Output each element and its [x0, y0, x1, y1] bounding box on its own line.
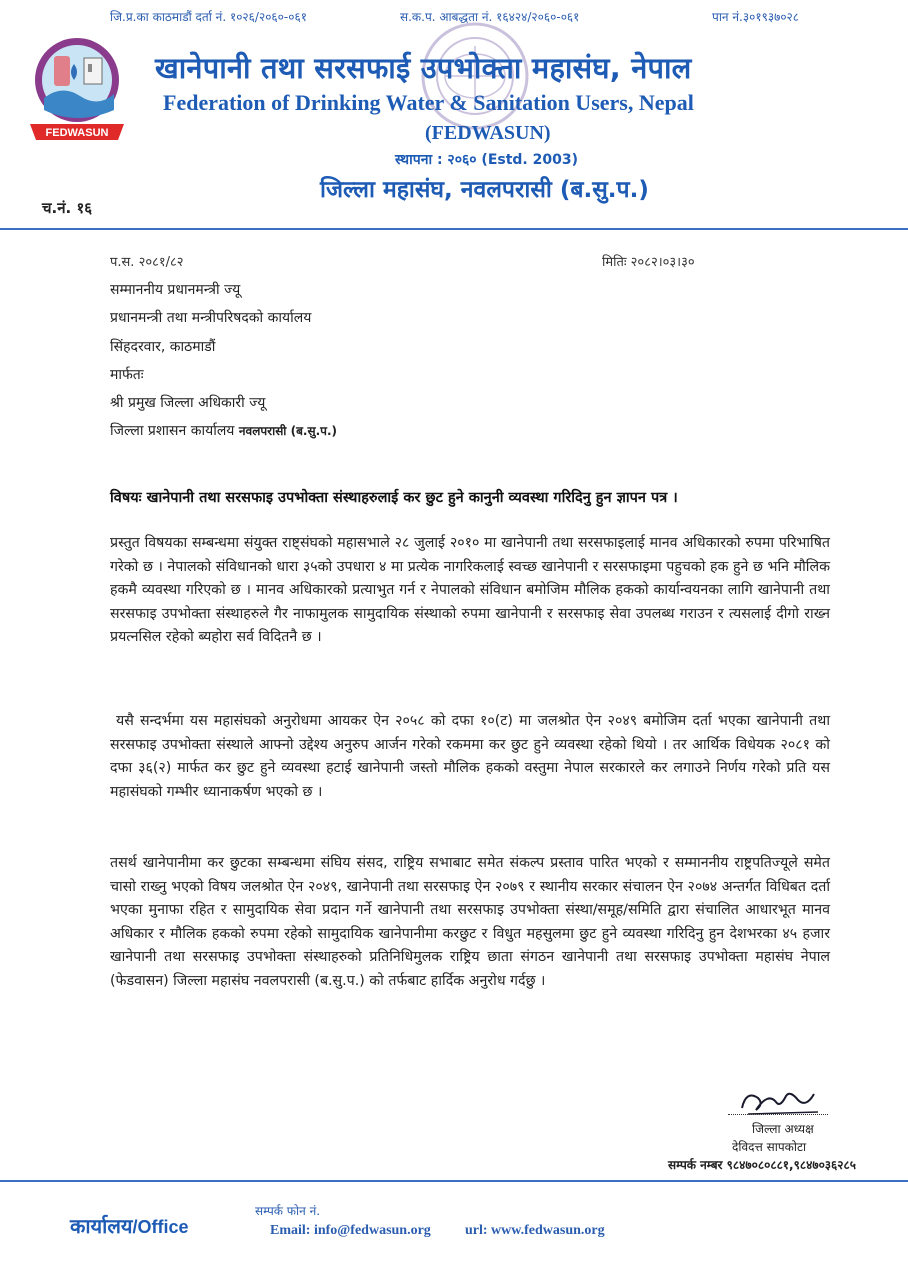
body-paragraph-3: तसर्थ खानेपानीमा कर छुटका सम्बन्धमा संघिय संसद, राष्ट्रिय सभाबाट समेत संकल्प प्रस्ताव पारित भएको र सम्माननीय राष्ट्रपतिज्यूले समेत चासो राख्नु भएको विषय जलश्रोत ऐन २०४९, खानेपानी तथा सरसफाइ ऐन २०७९ र स्थानीय सरकार संचालन ऐन २०७४ अन्तर्गत विधिबत दर्ता भएका मुनाफा रहित र सामुदायिक सेवा प्रदान गर्ने खानेपानी तथा सरसफाइ उपभोक्ता संस्था/समूह/समिति द्वारा संचालित आधारभूत मानव अधिकार र मौलिक हकको रुपमा रहेको सामुदायिक खानेपानीमा करछुट र विधुत महसुलमा छुट हुने व्यवस्था गरिदिनु हुन देशभरका ४५ हजार खानेपानी तथा सरसफाइ उपभोक्ता संस्थाहरुको प्रतिनिधिमुलक राष्ट्रिय छाता संगठन खानेपानी तथा सरसफाइ उपभोक्ता महासंघ नेपाल (फेडवासन) जिल्ला महासंघ नवलपरासी (ब.सु.प.) को तर्फबाट हार्दिक अनुरोध गर्दछु ।	[110, 855, 830, 989]
established-date: स्थापना : २०६० (Estd. 2003)	[395, 152, 578, 168]
fedwasun-logo	[22, 34, 132, 142]
office-name: जिल्ला प्रशासन कार्यालय	[110, 423, 235, 439]
signatory-title: जिल्ला अध्यक्ष	[752, 1122, 814, 1136]
address-line: प्रधानमन्त्री तथा मन्त्रीपरिषदको कार्यालय	[110, 310, 312, 326]
address-line: सिंहदरवार, काठमाडौं	[110, 339, 216, 355]
office-label-np: कार्यालय	[70, 1214, 133, 1238]
district-name: जिल्ला महासंघ, नवलपरासी (ब.सु.प.)	[320, 177, 649, 203]
address-line: मार्फतः	[110, 367, 144, 383]
letter-date: मितिः २०८२।०३।३०	[602, 255, 695, 270]
org-name-nepali: खानेपानी तथा सरसफाई उपभोक्ता महासंघ, नेपाल	[155, 51, 692, 85]
pan-number: पान नं.३०१९३७०२८	[712, 10, 800, 24]
affiliation-number: स.क.प. आबद्धता नं. १६४२४/२०६०-०६१	[400, 10, 580, 24]
signatory-name: देविदत्त सापकोटा	[732, 1140, 807, 1154]
org-name-english: Federation of Drinking Water & Sanitation Users, Nepal	[163, 90, 694, 115]
logo-label: FEDWASUN	[45, 127, 109, 139]
signature-scribble-icon	[728, 1082, 828, 1124]
office-label-en: /Office	[132, 1217, 189, 1237]
body-paragraph-1: प्रस्तुत विषयका सम्बन्धमा संयुक्त राष्ट्संघको महासभाले २८ जुलाई २०१० मा खानेपानी तथा सरसफाइलाई मानव अधिकारको रुपमा परिभाषित गरेको छ । नेपालको संविधानको धारा ३५को उपधारा ४ मा प्रत्येक नागरिकलाई स्वच्छ खानेपानी र सरसफाइमा पहुचको हक हुने छ भनि मौलिक हकमै व्यवस्था गरिएको छ । मानव अधिकारको प्रत्याभुत गर्न र नेपालको संविधान बमोजिम मौलिक हकको कार्यान्वयनका लागि खानेपानी तथा सरसफाइ उपभोक्ता संस्थाहरुले गैर नाफामुलक सामुदायिक संस्थाको रुपमा खानेपानी र सरसफाइ सेवा उपलब्ध गराउन र त्यसलाई दीगो राख्न प्रयत्नसिल रहेको ब्यहोरा सर्व विदितनै छ ।	[110, 535, 830, 645]
registration-number: जि.प्र.का काठमाडौं दर्ता नं. १०२६/२०६०-०६१	[110, 10, 307, 24]
address-line: सम्माननीय प्रधानमन्त्री ज्यू	[110, 282, 241, 298]
address-line: श्री प्रमुख जिल्ला अधिकारी ज्यू	[110, 395, 266, 411]
reference-number: प.स. २०८१/८२	[110, 255, 184, 270]
footer-office-label	[70, 1212, 189, 1239]
footer-divider	[0, 1180, 908, 1182]
footer-phone-label: सम्पर्क फोन नं.	[255, 1204, 321, 1218]
dispatch-number: च.नं. १६	[42, 199, 93, 217]
address-line-office	[110, 421, 337, 440]
office-location: नवलपरासी (ब.सु.प.)	[238, 424, 338, 438]
header-divider	[0, 228, 908, 230]
org-abbreviation: (FEDWASUN)	[425, 122, 551, 144]
footer-url[interactable]: url: www.fedwasun.org	[465, 1223, 605, 1238]
signature-line	[728, 1114, 828, 1115]
body-paragraph-2: यसै सन्दर्भमा यस महासंघको अनुरोधमा आयकर ऐन २०५८ को दफा १०(ट) मा जलश्रोत ऐन २०४९ बमोजिम दर्ता भएका खानेपानी तथा सरसफाइ उपभोक्ता संस्थाले आफ्नो उद्देश्य अनुरुप आर्जन गरेको रकममा कर छुट हुने व्यवस्था रहेको थियो । तर आर्थिक विधेयक २०८१ को दफा ३६(२) मार्फत कर छुट हुने व्यवस्था हटाई खानेपानी जस्तो मौलिक हकको वस्तुमा नेपाल सरकारले कर लगाउने निर्णय गरेको प्रति यस महासंघको गम्भीर ध्यानाकर्षण भएको छ ।	[110, 713, 830, 800]
footer-email[interactable]: Email: info@fedwasun.org	[270, 1223, 431, 1238]
letter-subject: विषयः खानेपानी तथा सरसफाइ उपभोक्ता संस्थाहरुलाई कर छुट हुने कानुनी व्यवस्था गरिदिनु हुन ज्ञापन पत्र ।	[110, 490, 678, 506]
signatory-contact: सम्पर्क नम्बर ९८४७०८०८८१,९८४७०३६२८५	[668, 1158, 857, 1172]
